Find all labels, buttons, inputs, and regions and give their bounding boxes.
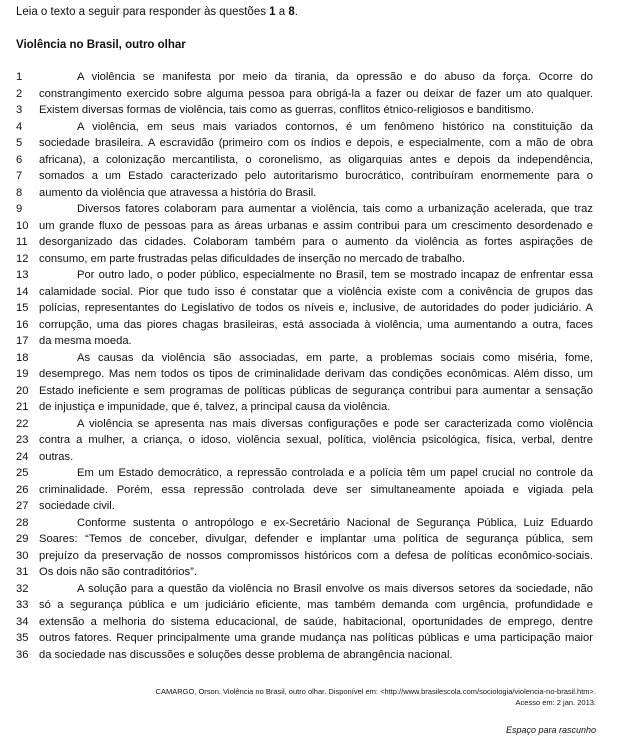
- text-line: [0, 564, 631, 581]
- line-text: A violência, em seus mais variados contornos, é um fenômeno histórico na constituição da: [77, 120, 593, 133]
- text-line: [0, 102, 631, 119]
- text-line: [0, 531, 631, 548]
- text-line: [0, 300, 631, 317]
- line-number: 5: [16, 137, 23, 149]
- line-number: 30: [16, 549, 29, 562]
- text-line: [0, 168, 631, 185]
- line-text: Diversos fatores colaboram para aumentar a violência, tais como a urbanização acelerada, que traz: [77, 203, 593, 215]
- line-number: 25: [16, 467, 29, 479]
- text-line: [0, 449, 631, 466]
- line-text: sociedade brasileira. A escravidão (primeiro com os índios e depois, e especialmente, com a mão de obra: [39, 137, 593, 149]
- line-number: 18: [16, 351, 29, 364]
- text-line: [0, 350, 631, 367]
- line-number: 10: [16, 219, 29, 232]
- line-text: Em um Estado democrático, a repressão controlada e a polícia têm um papel crucial no controle da: [77, 467, 593, 479]
- text-line: [0, 86, 631, 103]
- text-line: [0, 317, 631, 334]
- text-line: [0, 119, 631, 136]
- text-line: [0, 399, 631, 416]
- text-line: [0, 630, 631, 647]
- question-end: 8: [288, 6, 295, 18]
- text-line: [0, 647, 631, 664]
- text-line: [0, 201, 631, 218]
- text-line: [0, 581, 631, 598]
- line-number: 9: [16, 203, 23, 215]
- line-number: 27: [16, 500, 29, 512]
- line-text: criminalidade. Porém, essa repressão controlada deve ser simultaneamente apoiada e vigiada pela: [39, 483, 593, 496]
- line-number: 33: [16, 599, 29, 611]
- line-text: polícias, representantes do Legislativo de todos os níveis e, inclusive, de autoridades do poder judiciário. A: [39, 302, 593, 314]
- line-text: Existem diversas formas de violência, tais como as guerras, conflitos étnico-religiosos e banditismo.: [39, 104, 534, 116]
- instructions-mid: a: [275, 6, 289, 18]
- line-number: 28: [16, 516, 29, 529]
- line-text: outras.: [39, 450, 74, 463]
- question-start: 1: [269, 6, 276, 18]
- line-text: somados a um Estado caracterizado pelo autoritarismo burocrático, contribuíram enormemente para o: [39, 170, 593, 182]
- text-line: [0, 432, 631, 449]
- line-text: constrangimento exercido sobre alguma pessoa para obrigá-la a fazer ou deixar de fazer um ato qualquer.: [39, 87, 593, 100]
- line-text: prejuízo da preservação de nossos compromissos históricos com a defesa de políticas econômico-sociais.: [39, 549, 593, 562]
- line-number: 3: [16, 104, 23, 116]
- line-text: corrupção, uma das piores chagas brasileiras, está associada à violência, uma aumentando a outra, faces: [39, 318, 593, 331]
- line-number: 14: [16, 285, 29, 298]
- line-text: A violência se apresenta nas mais diversas configurações e pode ser caracterizada como violência: [77, 417, 593, 430]
- line-number: 8: [16, 186, 23, 199]
- text-line: [0, 69, 631, 86]
- instructions-suffix: .: [294, 6, 298, 18]
- line-number: 22: [16, 417, 29, 430]
- line-number: 32: [16, 582, 29, 595]
- line-number: 35: [16, 632, 29, 644]
- line-text: A solução para a questão da violência no Brasil envolve os mais diversos setores da sociedade, não: [77, 582, 593, 595]
- line-text: aumento da violência que atravessa a história do Brasil.: [39, 186, 317, 199]
- line-number: 13: [16, 269, 29, 281]
- text-line: [0, 333, 631, 350]
- line-number: 24: [16, 450, 29, 463]
- text-line: [0, 482, 631, 499]
- line-text: só a segurança pública e um judiciário eficiente, mas também demanda com urgência, profundidade e: [39, 599, 593, 611]
- line-text: desorganizado das cidades. Colaboram também para o aumento da violência as fortes aspirações de: [39, 236, 593, 248]
- numbered-text: [0, 69, 631, 663]
- text-line: [0, 465, 631, 482]
- line-text: Conforme sustenta o antropólogo e ex-Secretário Nacional de Segurança Pública, Luiz Eduardo: [77, 516, 593, 529]
- source-citation: CAMARGO, Orson. Violência no Brasil, outro olhar. Disponível em: <http://www.brasilescola.com/sociologia/violencia-no-brasil.htm>.: [155, 687, 596, 696]
- line-number: 21: [16, 401, 29, 413]
- line-number: 15: [16, 302, 29, 314]
- line-number: 6: [16, 153, 23, 166]
- text-line: [0, 383, 631, 400]
- line-text: da sociedade nas discussões e soluções desse problema de abrangência nacional.: [39, 648, 453, 661]
- line-number: 31: [16, 566, 29, 578]
- line-text: calamidade social. Pior que tudo isso é constatar que a violência existe com a conivência de grupos das: [39, 285, 593, 298]
- line-number: 1: [16, 71, 23, 83]
- instructions-prefix: Leia o texto a seguir para responder às questões: [16, 6, 270, 18]
- line-text: africana), a colonização mercantilista, o coronelismo, as oligarquias antes e depois da independência,: [39, 153, 593, 166]
- text-line: [0, 597, 631, 614]
- text-title: Violência no Brasil, outro olhar: [16, 39, 186, 51]
- line-number: 4: [16, 120, 23, 133]
- line-text: A violência se manifesta por meio da tirania, da opressão e do abuso da força. Ocorre do: [77, 71, 593, 83]
- line-text: um grande fluxo de pessoas para as áreas urbanas e assim contribui para um crescimento desordenado e: [39, 219, 593, 232]
- text-line: [0, 218, 631, 235]
- text-line: [0, 614, 631, 631]
- line-text: sociedade civil.: [39, 500, 115, 512]
- text-line: [0, 234, 631, 251]
- line-text: extensão a melhoria do sistema educacional, de saúde, habitacional, oportunidades de emprego, dentre: [39, 615, 593, 628]
- text-line: [0, 515, 631, 532]
- line-text: outros fatores. Requer principalmente uma grande mudança nas políticas públicas e uma participação maior: [39, 632, 593, 644]
- line-text: As causas da violência são associadas, em parte, a problemas sociais como miséria, fome,: [77, 351, 593, 364]
- line-text: consumo, em parte frustradas pelas dificuldades de inserção no mercado de trabalho.: [39, 252, 465, 265]
- text-line: [0, 498, 631, 515]
- line-text: desemprego. Mas nem todos os tipos de criminalidade derivam das condições econômicas. Além disso, um: [39, 368, 593, 380]
- line-number: 12: [16, 252, 29, 265]
- line-number: 20: [16, 384, 29, 397]
- line-number: 36: [16, 648, 29, 661]
- text-line: [0, 251, 631, 268]
- line-number: 11: [16, 236, 28, 248]
- scratch-space-label: Espaço para rascunho: [505, 725, 596, 735]
- text-line: [0, 185, 631, 202]
- line-number: 19: [16, 368, 29, 380]
- access-date: Acesso em: 2 jan. 2013.: [515, 698, 596, 707]
- line-number: 17: [16, 335, 29, 347]
- line-text: Soares: “Temos de conceber, divulgar, defender e implantar uma política de segurança pública, sem: [39, 533, 593, 545]
- instructions: [16, 5, 298, 19]
- line-text: Por outro lado, o poder público, especialmente no Brasil, tem se mostrado incapaz de enfrentar essa: [77, 269, 593, 281]
- line-text: Os dois não são contraditórios”.: [39, 566, 197, 578]
- line-number: 2: [16, 87, 23, 100]
- text-line: [0, 548, 631, 565]
- line-text: da mesma moeda.: [39, 335, 132, 347]
- text-line: [0, 135, 631, 152]
- line-number: 26: [16, 483, 29, 496]
- line-number: 16: [16, 318, 29, 331]
- line-text: de injustiça e impunidade, que é, talvez, a principal causa da violência.: [39, 401, 391, 413]
- text-line: [0, 284, 631, 301]
- text-line: [0, 366, 631, 383]
- line-number: 34: [16, 615, 29, 628]
- text-line: [0, 267, 631, 284]
- line-text: contra a mulher, a criança, o idoso, violência sexual, política, violência psicológica, física, verbal, dentre: [39, 434, 593, 446]
- text-line: [0, 416, 631, 433]
- line-number: 29: [16, 533, 29, 545]
- text-line: [0, 152, 631, 169]
- line-text: Estado ineficiente e sem programas de políticas públicas de segurança contribui para aumentar a sensação: [39, 384, 593, 397]
- line-number: 7: [16, 170, 23, 182]
- line-number: 23: [16, 434, 29, 446]
